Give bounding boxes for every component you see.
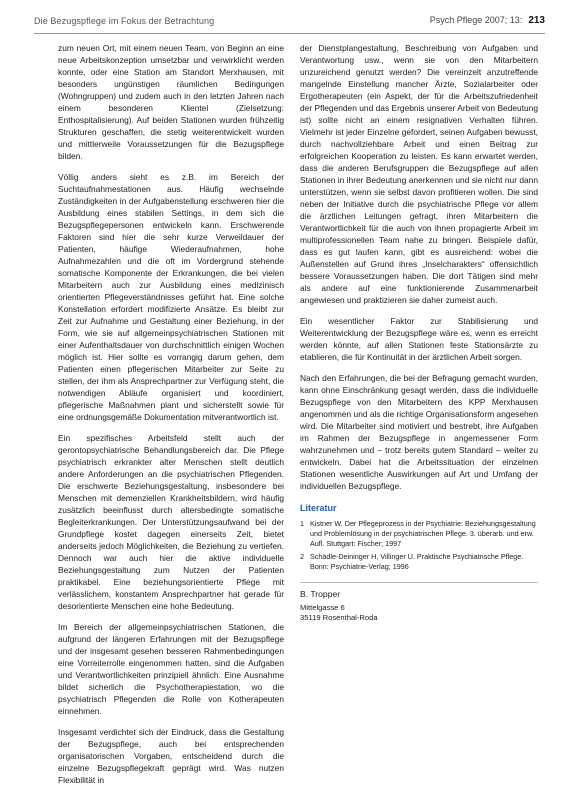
reference-text: Schädle-Deininger H, Villinger U. Praktische Psychiatrische Pflege. Bonn: Psychiatrie-Verlag; 1996 (310, 552, 524, 571)
journal-name: Psych Pflege 2007; 13: (429, 15, 523, 25)
page-header (34, 4, 545, 34)
reference-number: 1 (300, 519, 304, 528)
literature-heading: Literatur (300, 503, 337, 513)
reference-list (300, 519, 538, 572)
journal-citation (430, 15, 545, 26)
page-number: 213 (528, 15, 545, 26)
running-title: Die Bezugspflege im Fokus der Betrachtung (34, 16, 215, 26)
reference-item (300, 519, 538, 549)
reference-number: 2 (300, 552, 304, 561)
author-city: 35119 Rosenthal-Roda (300, 613, 378, 622)
left-column (58, 42, 284, 795)
paragraph: Völlig anders sieht es z.B. im Bereich der Suchtaufnahmestationen aus. Häufig wechselnde Zuständigkeiten in der Aufgabenstellung erschweren hier die Ausbildung eines stabilen Settings, in dem sich die Bezugspflegepersonen entwickeln kann. Erschwerende Faktoren sind hier die sehr kurze Verweildauer der Patienten, häufige Wiederaufnahmen, hohe Aufnahmezahlen und die oft im Vordergrund stehende somatische Komponente der Erkrankungen, die bei vielen Mitarbeitern auch zur Ausbildung eines medizinisch orientierten Pflegeverständnisses geführt hat. Eine solche Konstellation erfordert modifizierte Ansätze. Es bleibt zur Zeit zur Aufnahme und Gestaltung einer Beziehung, in der Form, wie sie auf allgemeinpsychiatrischen Stationen mit einer Aufenthaltsdauer von durchschnittlich einigen Wochen möglich ist. Hier sollte es vorrangig darum gehen, dem Patienten einen pflegerischen Mitarbeiter zur Seite zu stellen, der ihm als Ansprechpartner zur Verfügung steht, die notwendigen Abläufe organisiert und koordiniert, pflegerische Maßnahmen plant und sicherstellt sowie für eine ordnungsgemäße Dokumentation mitverantwortlich ist. (58, 172, 284, 422)
header-divider (34, 33, 545, 34)
reference-item (300, 552, 538, 572)
paragraph: Ein spezifisches Arbeitsfeld stellt auch der gerontopsychiatrische Behandlungsbereich dar. Die Pflege psychiatrisch erkrankter alter Menschen stellt deutlich andere Anforderungen an die psychiatrischen Pflegenden. Die erschwerte Beziehungsgestaltung, insbesondere bei Menschen mit demenziellen Krankheitsbildern, wird häufig zusätzlich beeinflusst durch altersbedingte somatische Begleiterkrankungen. Der Unterstützungsaufwand bei der Grundpflege kostet dagegen einerseits Zeit, bietet anderseits jedoch Möglichkeiten, die Beziehung zu vertiefen. Dennoch war auch hier die aktive individuelle Beziehungsgestaltung zum Nutzen der Patienten praktikabel. Eine beziehungsorientierte Pflege mit verlässlichem, konstantem Ansprechpartner hat gerade für desorientierte Menschen eine hohe Bedeutung. (58, 433, 284, 611)
paragraph: Nach den Erfahrungen, die bei der Befragung gemacht wurden, kann ohne Einschränkung gesagt werden, dass die individuelle Bezugspflege von den Mitarbeitern des KPP Merxhausen angenommen und als die richtige Organisationsform angesehen wird. Die Mitarbeiter sind motiviert und bestrebt, ihre Aufgaben im Rahmen der Bezugspflege in angemessener Form wahrzunehmen und – trotz bereits gutem Standard – weiter zu entwickeln. Dabei hat die Arbeitssituation der einzelnen Stationen wesentliche Auswirkungen auf Art und Umfang der individuellen Bezugspflege. (300, 373, 538, 491)
paragraph: Ein wesentlicher Faktor zur Stabilisierung und Weiterentwicklung der Bezugspflege wäre es, wenn es erreicht werden könnte, auf allen Stationen feste Stationsärzte zu etablieren, die für Kontinuität in der ärztlichen Arbeit sorgen. (300, 316, 538, 362)
reference-text: Kistner W. Der Pflegeprozess in der Psychiatrie: Beziehungsgestaltung und Problemlösung in der psychiatrischen Pflege. 3. überarb. und erw. Aufl. Stuttgart: Fischer; 1997 (310, 519, 536, 548)
paragraph: Im Bereich der allgemeinpsychiatrischen Stationen, die aufgrund der längeren Erfahrungen mit der Bezugspflege und der insgesamt gesehen besseren Rahmenbedingungen eine Vorreiterrolle eingenommen hatten, sind die Aufgaben und Verantwortlichkeiten prinzipiell ähnlich. Eine Ausnahme bildet sicherlich die Psychotherapiestation, wo die psychiatrisch Pflegenden die Rolle von Kotherapeuten einnehmen. (58, 622, 284, 716)
author-street: Mittelgasse 6 (300, 603, 345, 612)
author-name: B. Tropper (300, 589, 341, 599)
author-address (300, 582, 538, 623)
paragraph: der Dienstplangestaltung, Beschreibung von Aufgaben und Verantwortung usw., wenn sie von den Mitarbeitern unzureichend genutzt werden? Die vereinzelt anzutreffende mangelnde Einstellung mancher Ärzte, Sozialarbeiter oder Ergotherapeuten (ein Aspekt, der für die Arbeitszufriedenheit der Pflegenden und das Ergebnis unserer Arbeit von Bedeutung ist) sollte nicht an einem resignativen Verhalten führen. Vielmehr ist jeder Einzelne gefordert, seinen Aufgaben bewusst, durch nachvollziehbare Arbeit und einen Beitrag zur erfolgreichen Kooperation zu leisten. Es kann erwartet werden, dass die anderen Berufsgruppen die Bezugspflege auf allen Stationen in ihrer Bedeutung anerkennen und sie nicht nur dann unterstützen, wenn sie selbst davon profitieren wollen. Die sind neben der Initiative durch die psychiatrische Pflege vor allem die ärztlichen Leitungen gefragt, ihren Mitarbeitern die Verantwortlichkeit für die auch von ihnen propagierte Arbeit im multiprofessionellen Team nahe zu bringen. Beispiele dafür, dass es gut laufen kann, gibt es ausreichend: wobei die Außenstellen auf Grund ihres „Inselcharakters“ offensichtlich bessere Voraussetzungen haben. Die dort Tätigen sind mehr als andere auf eine funktionierende Zusammenarbeit angewiesen und praktizieren sie daher zumeist auch. (300, 43, 538, 305)
paragraph: Insgesamt verdichtet sich der Eindruck, dass die Gestaltung der Bezugspflege, auch bei entsprechenden organisatorischen Vorgaben, entscheidend durch die einzelne Bezugspflegekraft geprägt wird. Was nutzen Flexibilität in (58, 727, 284, 785)
paragraph: zum neuen Ort, mit einem neuen Team, von Beginn an eine neue Arbeitskonzeption umsetzbar und verwirklicht werden konnte, oder eine Station am Standort Merxhausen, mit besonders ungünstigen räumlichen Bedingungen (Wohngruppen) und zudem auch in den letzten Jahren nach einem besonderen Klientel (Zielsetzung: Enthospitalisierung). Auf beiden Stationen wurden frühzeitig Strukturen geschaffen, die stetig weiterentwickelt wurden und mittlerweile Voraussetzungen für die Bezugspflege bilden. (58, 43, 284, 161)
right-column (300, 42, 538, 623)
